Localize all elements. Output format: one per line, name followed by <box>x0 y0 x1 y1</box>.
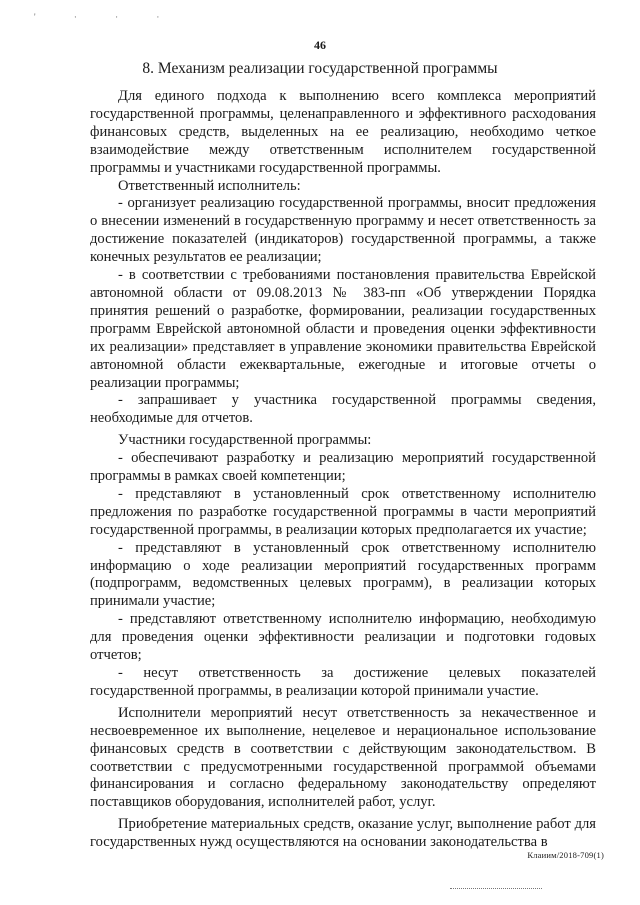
list-item: - представляют ответственному исполнителю информацию, необходимую для проведения оценки эффективности реализации и подготовки годовых отчетов; <box>90 611 596 664</box>
list-item: - организует реализацию государственной программы, вносит предложения о внесении изменений в государственную программу и несет ответственность за достижение показателей (индикаторов) государственной программы, а также конечных результатов ее реализации; <box>90 195 596 266</box>
scan-marks: ' · · · <box>34 12 178 22</box>
list-item: - представляют в установленный срок ответственному исполнителю информацию о ходе реализации мероприятий государственных программ (подпрограмм, ведомственных целевых программ), в реализации которых принимали участие; <box>90 539 596 610</box>
divider <box>450 888 542 889</box>
list-item: - в соответствии с требованиями постановления правительства Еврейской автономной области от 09.08.2013 № 383-пп «Об утверждении Порядка принятия решений о разработке, формировании, реализации государственных программ Еврейской автономной области и проведения оценки эффективности их реализации» представляет в управление экономики правительства Еврейской автономной области ежеквартальные, ежегодные и итоговые отчеты о реализации программы; <box>90 267 596 391</box>
list-item: - представляют в установленный срок ответственному исполнителю предложения по разработке государственной программы в части мероприятий государственной программы, в реализации которых предполагается их участие; <box>90 485 596 538</box>
document-body <box>90 88 596 852</box>
paragraph-intro: Для единого подхода к выполнению всего комплекса мероприятий государственной программы, целенаправленного и эффективного расходования финансовых средств, выделенных на ее реализацию, необходимо четкое взаимодействие между ответственным исполнителем государственной программы и участниками государственной программы. <box>90 88 596 176</box>
list-item: - запрашивает у участника государственной программы сведения, необходимые для отчетов. <box>90 392 596 427</box>
footer-doc-code: Клаиим/2018-709(1) <box>527 850 604 860</box>
section-heading: 8. Механизм реализации государственной программы <box>142 60 498 77</box>
paragraph-responsible-executor: Ответственный исполнитель: <box>118 177 301 194</box>
paragraph-executors: Исполнители мероприятий несут ответственность за некачественное и несвоевременное их выполнение, нецелевое и нерациональное использование финансовых средств в соответствии с действующим законодательством. В соответствии с предусмотренными государственной программой объемами финансирования и согласно федеральному законодательству определяют поставщиков оборудования, исполнителей работ, услуг. <box>90 704 596 811</box>
list-item: - несут ответственность за достижение целевых показателей государственной программы, в реализации которой принимали участие. <box>90 665 596 699</box>
paragraph-procurement: Приобретение материальных средств, оказание услуг, выполнение работ для государственных нужд осуществляются на основании законодательства в <box>90 816 596 851</box>
list-item: - обеспечивают разработку и реализацию мероприятий государственной программы в рамках своей компетенции; <box>90 450 596 485</box>
paragraph-participants: Участники государственной программы: <box>118 432 372 449</box>
page-number: 46 <box>314 38 326 52</box>
